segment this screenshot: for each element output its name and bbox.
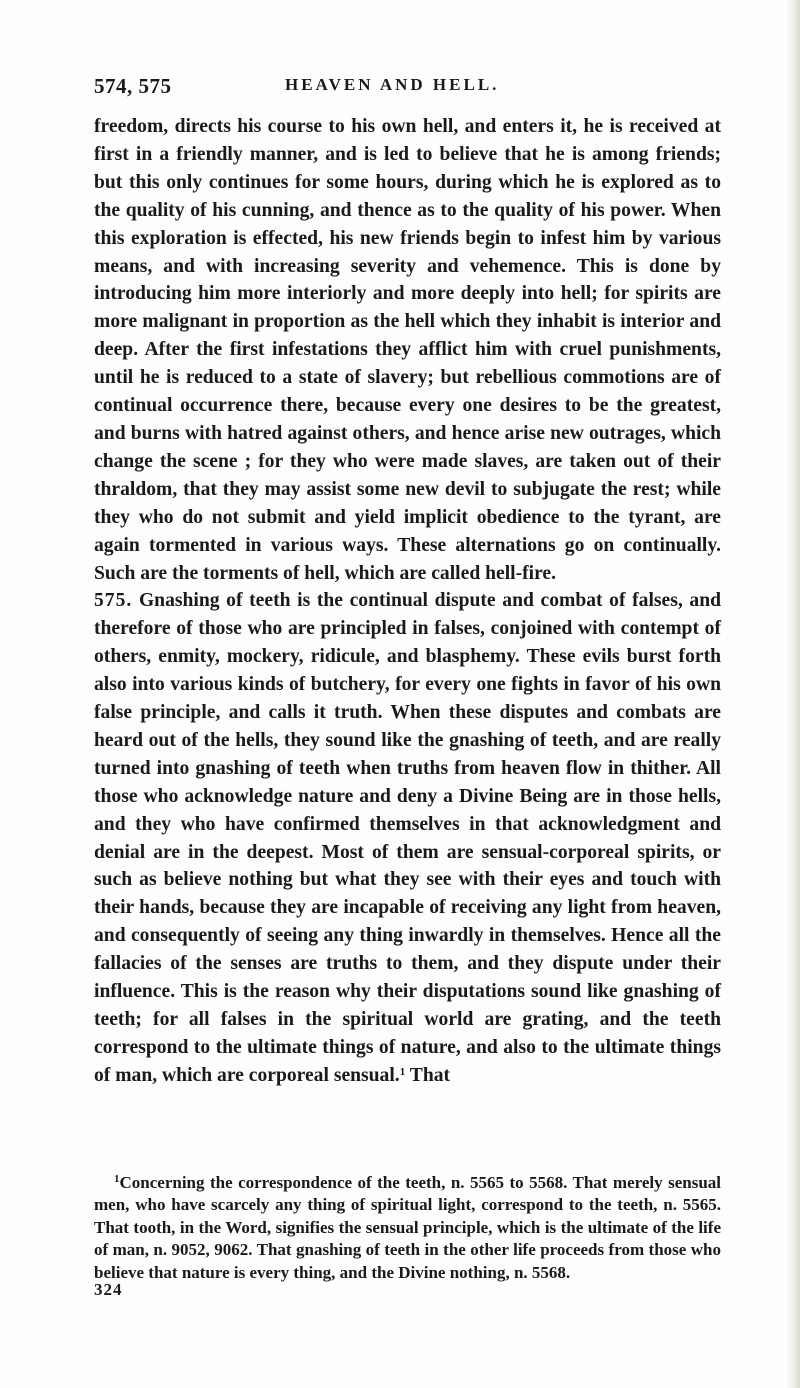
footnote-text-block [94, 1172, 721, 1284]
footnote-reference[interactable]: 1 [399, 1065, 406, 1078]
paragraph-number: 575. [94, 590, 133, 612]
section-numbers: 574, 575 [94, 74, 172, 98]
paragraph-575 [94, 587, 721, 1089]
body-text [94, 113, 721, 1090]
paragraph-575-text: Gnashing of teeth is the continual dispute and combat of falses, and therefore of those who are principled in falses, conjoined with contempt of others, enmity, mockery, ridicule, and blasphemy. These evils burst forth also into various kinds of butchery, for every one fights in favor of his own false principle, and calls it truth. When these disputes and combats are heard out of the hells, they sound like the gnashing of teeth, and are really turned into gnashing of teeth when truths from heaven flow in thither. All those who acknowledge nature and deny a Divine Being are in those hells, and they who have confirmed themselves in that acknowledgment and denial are in the deepest. Most of them are sensual-corporeal spirits, or such as believe nothing but what they see with their eyes and touch with their hands, because they are incapable of receiving any light from heaven, and consequently of seeing any thing inwardly in themselves. Hence all the fallacies of the senses are truths to them, and they dispute under their influence. This is the reason why their disputations sound like gnashing of teeth; for all falses in the spiritual world are grating, and the teeth correspond to the ultimate things of nature, and also to the ultimate things of man, which are corporeal sensual. [94, 590, 721, 1086]
paragraph-575-tail: That [405, 1064, 451, 1086]
running-head [94, 74, 724, 104]
footnote-marker: 1 [114, 1173, 120, 1185]
paragraph-574-continuation: freedom, directs his course to his own hell, and enters it, he is received at first in a friendly manner, and is led to believe that he is among friends; but this only continues for some hours, during which he is explored as to the quality of his cunning, and thence as to the quality of his power. When this exploration is effected, his new friends begin to infest him by various means, and with increasing severity and vehemence. This is done by introducing him more interiorly and more deeply into hell; for spirits are more malignant in proportion as the hell which they inhabit is interior and deep. After the first infestations they afflict him with cruel punishments, until he is reduced to a state of slavery; but rebellious commotions are of continual occurrence there, because every one desires to be the greatest, and burns with hatred against others, and hence arise new outrages, which change the scene ; for they who were made slaves, are taken out of their thraldom, that they may assist some new devil to subjugate the rest; while they who do not submit and yield implicit obedience to the tyrant, are again tormented in various ways. These alternations go on continually. Such are the torments of hell, which are called hell-fire. [94, 116, 721, 584]
printer-signature-mark: 324 [94, 1280, 123, 1299]
footnote-text: Concerning the correspondence of the teeth, n. 5565 to 5568. That merely sensual men, who have scarcely any thing of spiritual light, correspond to the teeth, n. 5565. That tooth, in the Word, signifies the sensual principle, which is the ultimate of the life of man, n. 9052, 9062. That gnashing of teeth in the other life proceeds from those who believe that nature is every thing, and the Divine nothing, n. 5568. [94, 1173, 721, 1282]
page-edge-shadow [786, 0, 800, 1388]
page-title: HEAVEN AND HELL. [285, 75, 500, 94]
footnote [94, 1172, 721, 1284]
